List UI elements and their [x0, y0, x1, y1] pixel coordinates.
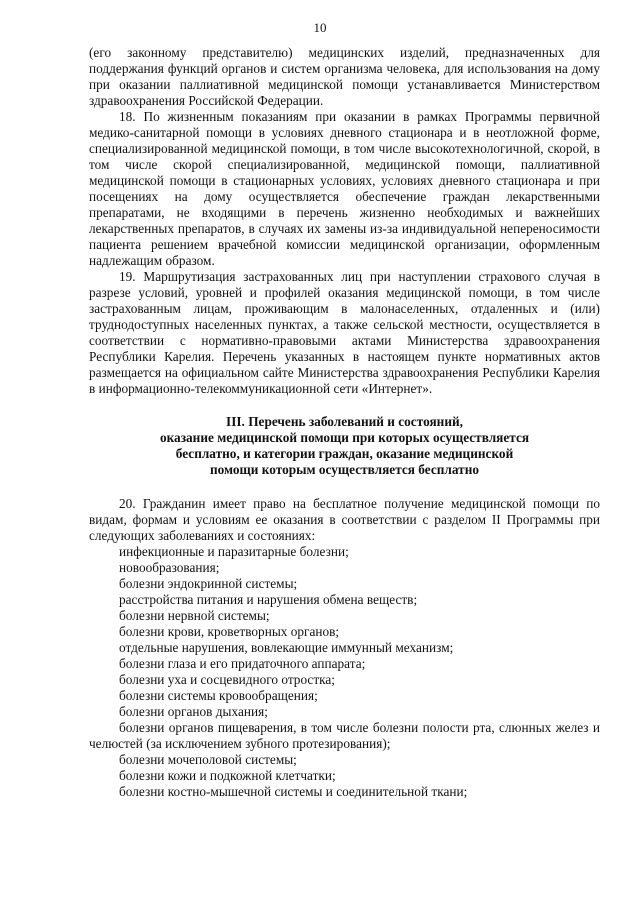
heading-line: оказание медицинской помощи при которых осуществляется	[159, 430, 530, 445]
list-item: болезни органов дыхания;	[119, 704, 268, 719]
page-number: 10	[313, 20, 327, 35]
list-item: болезни глаза и его придаточного аппарата;	[119, 656, 366, 671]
heading-line: помощи которым осуществляется бесплатно	[209, 462, 480, 477]
list-item: болезни нервной системы;	[119, 608, 270, 623]
heading-line: бесплатно, и категории граждан, оказание медицинской	[175, 446, 514, 461]
list-item: болезни уха и сосцевидного отростка;	[119, 672, 335, 687]
paragraph-18: 18. По жизненным показаниям при оказании в рамках Программы первичной медико-санитарной помощи в условиях дневного стационара и в неотложной форме, специализированной медицинской помощи, в том числе высокотехнологичной, скорой, в том числе скорой специализированной, медицинской помощи, паллиативной медицинской помощи в стационарных условиях, условиях дневного стационара и при посещениях на дому осуществляется обеспечение граждан лекарственными препаратами, не входящими в перечень жизненно необходимых и важнейших лекарственных препаратов, в случаях их замены из-за индивидуальной непереносимости пациента решением врачебной комиссии медицинской организации, оформленным надлежащим образом.	[89, 109, 600, 268]
document-body	[89, 45, 600, 800]
list-item: болезни мочеполовой системы;	[119, 752, 297, 767]
paragraph-20: 20. Гражданин имеет право на бесплатное получение медицинской помощи по видам, формам и условиям ее оказания в соответствии с разделом II Программы при следующих заболеваниях и состояниях:	[89, 496, 600, 543]
list-item: отдельные нарушения, вовлекающие иммунный механизм;	[119, 640, 454, 655]
paragraph-19: 19. Маршрутизация застрахованных лиц при наступлении страхового случая в разрезе условий, уровней и профилей оказания медицинской помощи, в том числе застрахованным лицам, проживающим в малонаселенных, отдаленных и (или) труднодоступных населенных пунктах, а также сельской местности, осуществляется в соответствии с нормативно-правовыми актами Министерства здравоохранения Республики Карелия. Перечень указанных в настоящем пункте нормативных актов размещается на официальном сайте Министерства здравоохранения Республики Карелия в информационно-телекоммуникационной сети «Интернет».	[89, 269, 600, 396]
list-item: новообразования;	[119, 560, 220, 575]
list-item: болезни кожи и подкожной клетчатки;	[119, 768, 336, 783]
list-item: болезни крови, кроветворных органов;	[119, 624, 340, 639]
conditions-list	[89, 544, 600, 800]
list-item: болезни эндокринной системы;	[119, 576, 298, 591]
list-item: инфекционные и паразитарные болезни;	[119, 544, 349, 559]
list-item: болезни костно-мышечной системы и соединительной ткани;	[119, 784, 468, 799]
section-heading	[89, 414, 600, 478]
list-item: болезни системы кровообращения;	[119, 688, 318, 703]
paragraph-continuation: (его законному представителю) медицинских изделий, предназначенных для поддержания функций органов и систем организма человека, для использования на дому при оказании паллиативной медицинской помощи устанавливается Министерством здравоохранения Российской Федерации.	[89, 45, 600, 108]
list-item: расстройства питания и нарушения обмена веществ;	[119, 592, 418, 607]
heading-line: III. Перечень заболеваний и состояний,	[226, 414, 463, 429]
list-item: болезни органов пищеварения, в том числе болезни полости рта, слюнных желез и челюстей (за исключением зубного протезирования);	[89, 720, 600, 751]
